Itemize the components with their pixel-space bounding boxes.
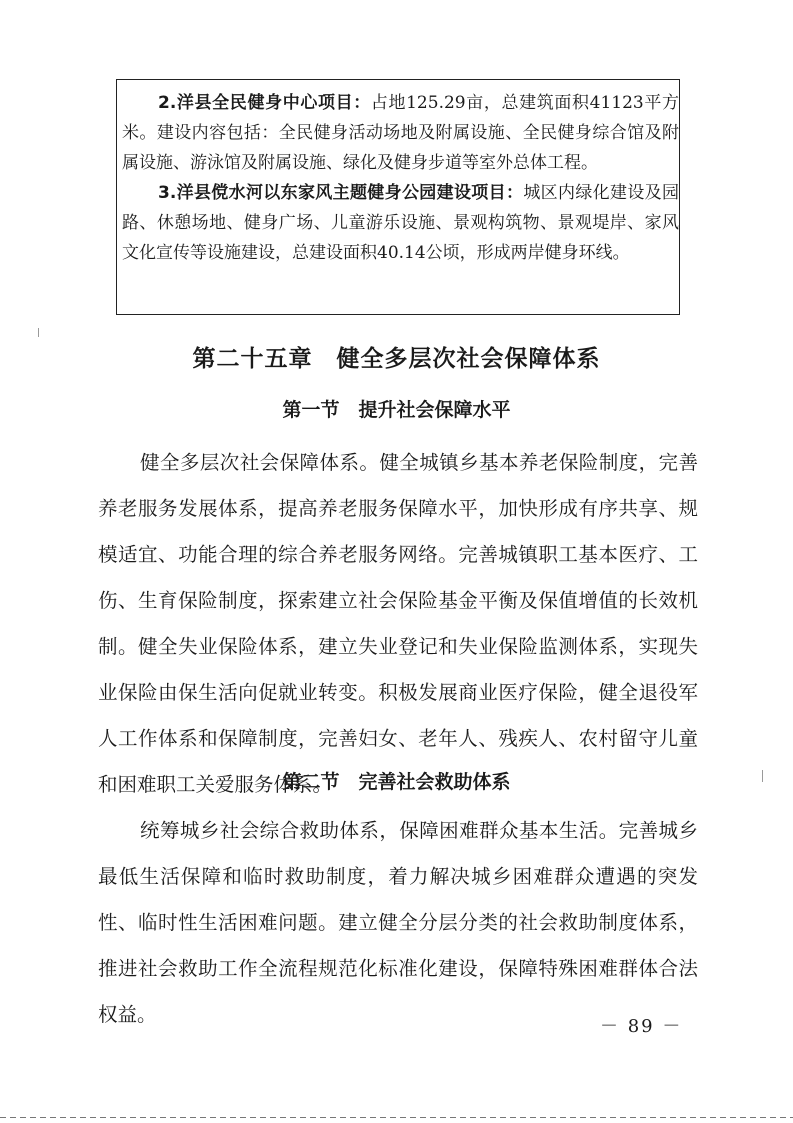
- project-item-2-text: 占地125.29亩，总建筑面积41123平方米。建设内容包括：全民健身活动场地及附属设施、全民健身综合馆及附属设施、游泳馆及附属设施、绿化及健身步道等室外总体工程。: [122, 93, 679, 173]
- section-1-body: 健全多层次社会保障体系。健全城镇乡基本养老保险制度，完善养老服务发展体系，提高养老服务保障水平，加快形成有序共享、规模适宜、功能合理的综合养老服务网络。完善城镇职工基本医疗、工伤、生育保险制度，探索建立社会保险基金平衡及保值增值的长效机制。健全失业保险体系，建立失业登记和失业保险监测体系，实现失业保险由保生活向促就业转变。积极发展商业医疗保险，健全退役军人工作体系和保障制度，完善妇女、老年人、残疾人、农村留守儿童和困难职工关爱服务体系。: [98, 451, 698, 796]
- project-item-2-lead: 2.洋县全民健身中心项目：: [158, 93, 371, 113]
- project-item-3-lead: 3.洋县傥水河以东家风主题健身公园建设项目：: [158, 183, 524, 203]
- scan-mark: [762, 770, 763, 782]
- project-box: [116, 79, 680, 315]
- page-number: － 89 －: [600, 1016, 683, 1037]
- section-1-title: 第一节 提升社会保障水平: [282, 399, 511, 421]
- project-item-2: [122, 88, 679, 178]
- project-item-3: [122, 178, 679, 268]
- project-item-3-text: 城区内绿化建设及园路、休憩场地、健身广场、儿童游乐设施、景观构筑物、景观堤岸、家风文化宣传等设施建设，总建设面积40.14公顷，形成两岸健身环线。: [122, 183, 679, 263]
- chapter-title: 第二十五章 健全多层次社会保障体系: [192, 346, 601, 372]
- section-2-title: 第二节 完善社会救助体系: [282, 771, 511, 793]
- scan-mark: [38, 328, 39, 337]
- scan-edge-line: [0, 1117, 793, 1118]
- section-2-body: 统筹城乡社会综合救助体系，保障困难群众基本生活。完善城乡最低生活保障和临时救助制度，着力解决城乡困难群众遭遇的突发性、临时性生活困难问题。建立健全分层分类的社会救助制度体系，推进社会救助工作全流程规范化标准化建设，保障特殊困难群体合法权益。: [98, 819, 698, 1026]
